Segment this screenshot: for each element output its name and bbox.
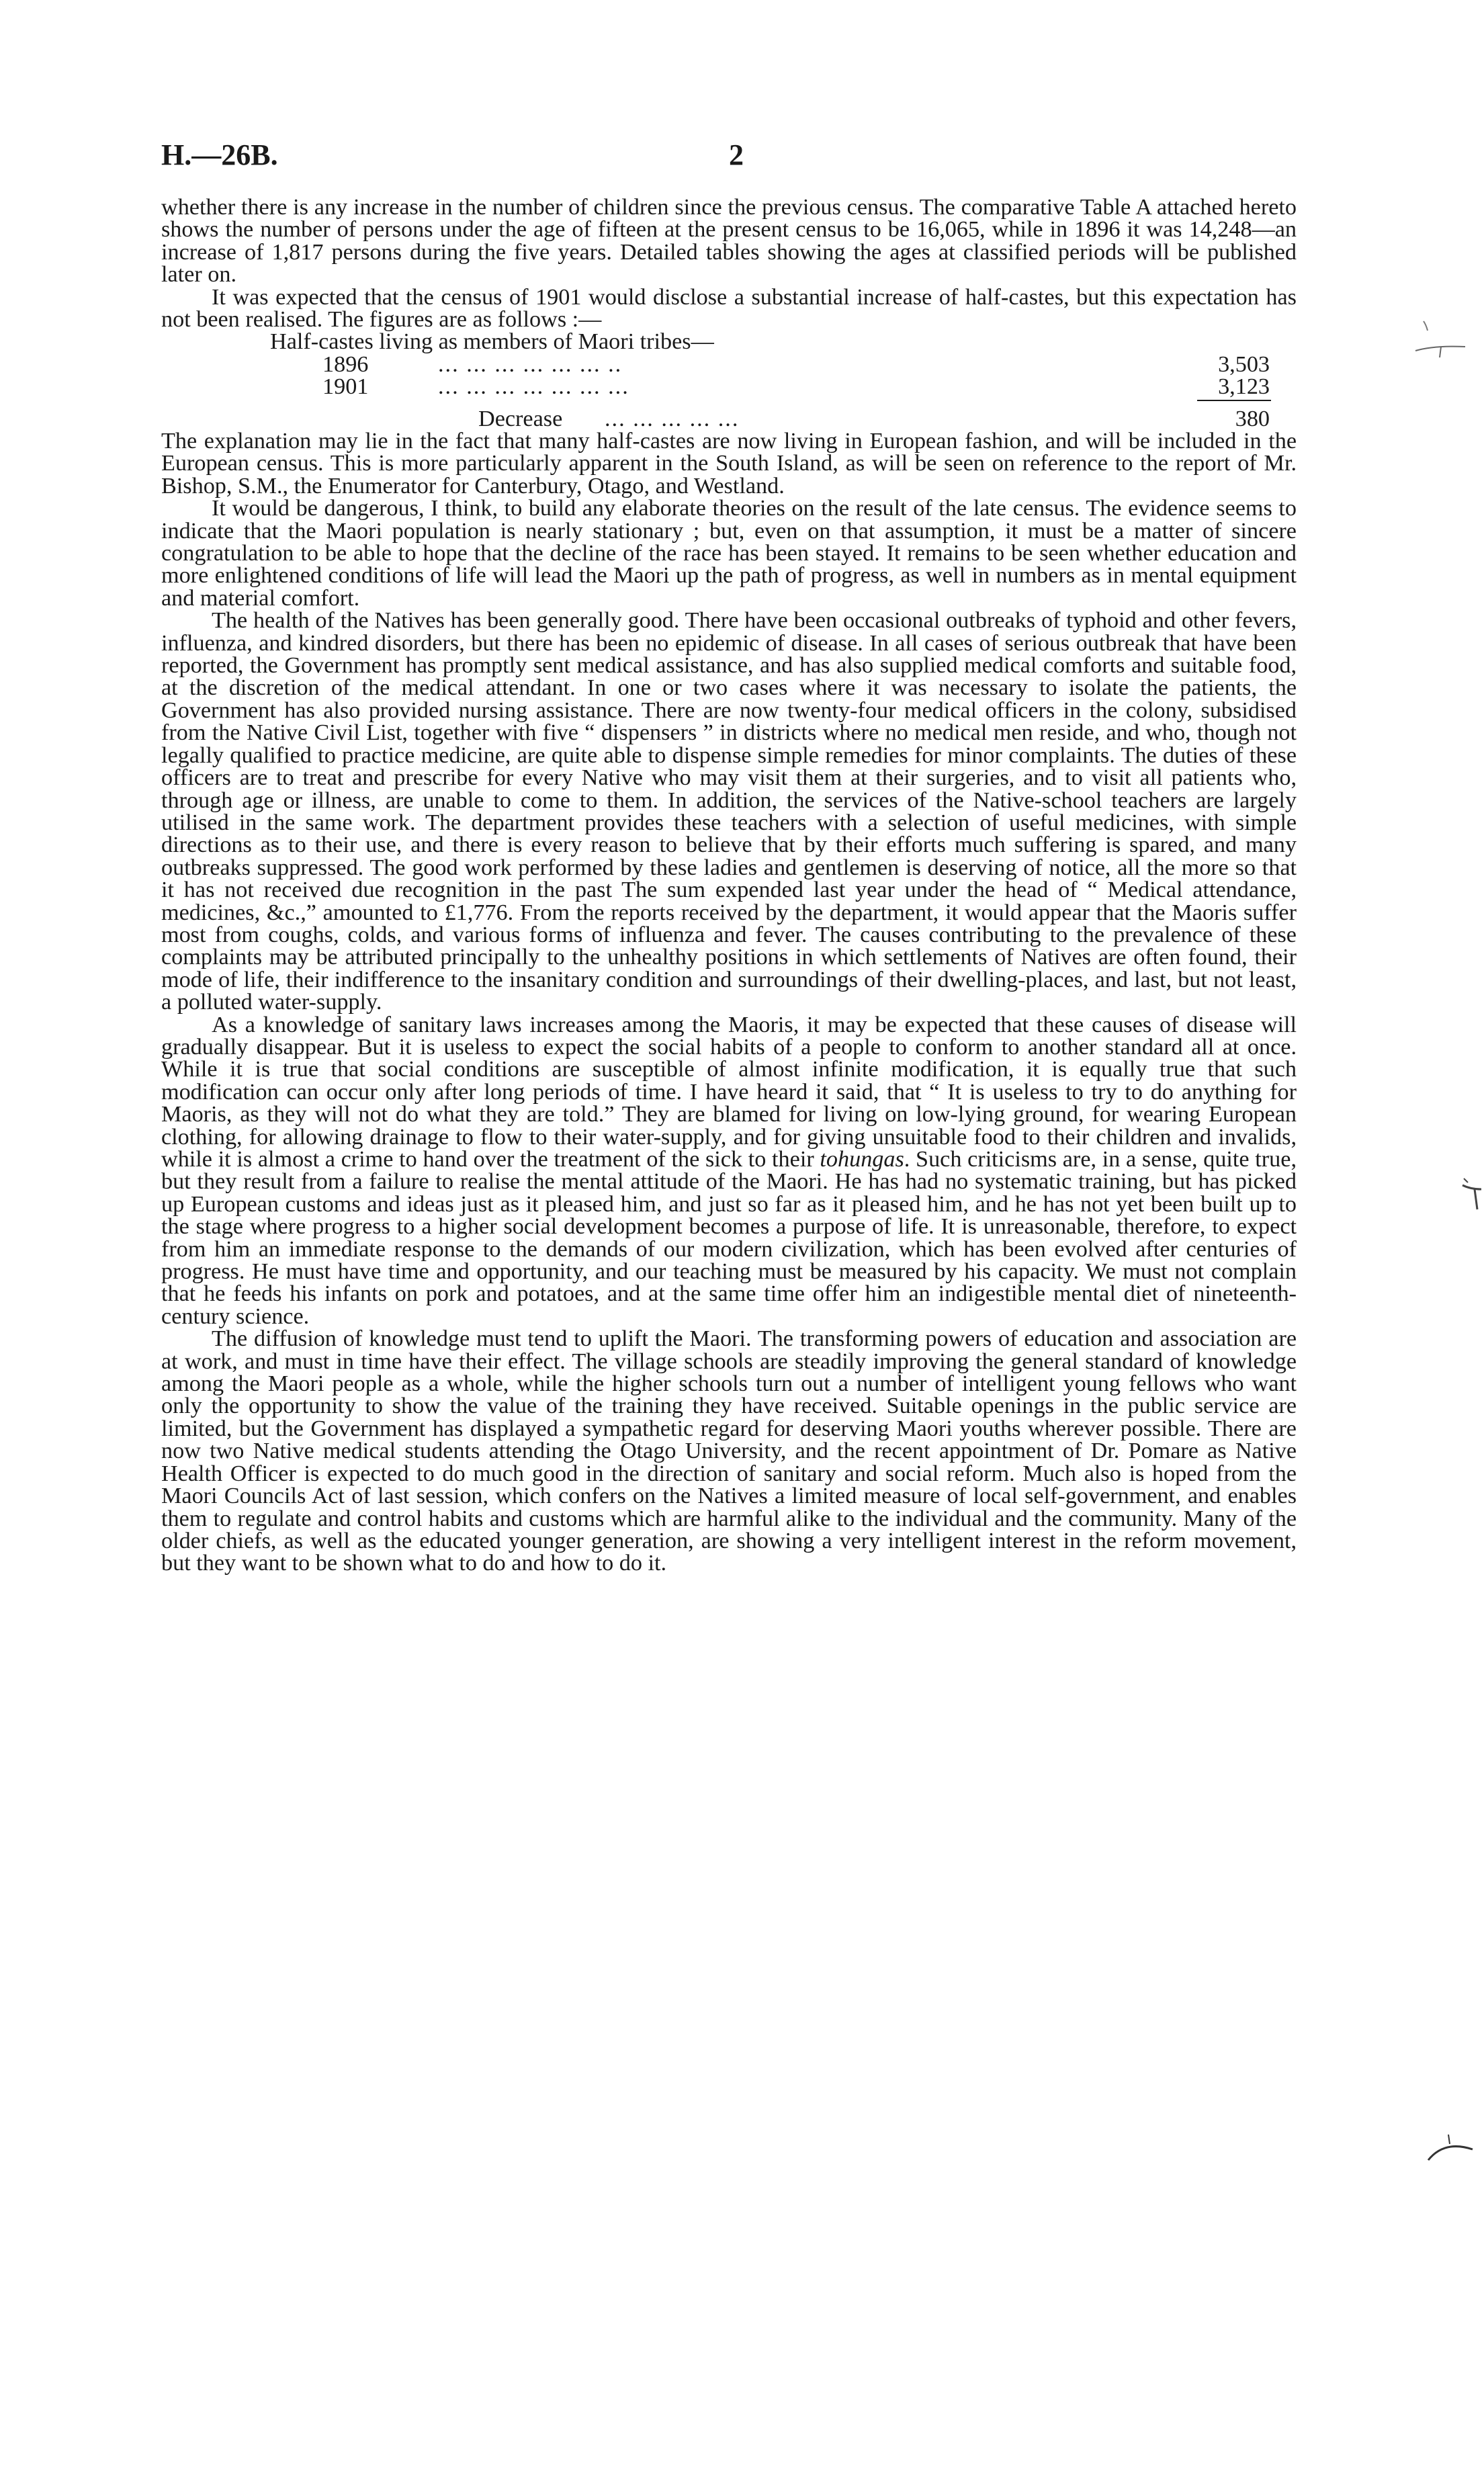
- margin-pencil-mark: [1424, 2120, 1478, 2174]
- table-row-value: 3,123: [1218, 374, 1270, 400]
- document-id: H.—26B.: [161, 138, 278, 171]
- table-row: [161, 353, 1297, 376]
- page-header: [161, 138, 1297, 178]
- paragraph-3: The explanation may lie in the fact that many half-castes are now living in European fashion, and will be included in the European census. This is more particularly apparent in the South Island, as will be seen on reference to the report of Mr. Bishop, S.M., the Enumerator for Canterbury, Otago, and Westland.: [161, 429, 1297, 499]
- paragraph-4: It would be dangerous, I think, to build any elaborate theories on the result of the late census. The evidence seems to indicate that the Maori population is nearly stationary ; but, even on that assumption, it must be a matter of sincere congratulation to be able to hope that the decline of the race has been stayed. It remains to be seen whether education and more enlightened conditions of life will lead the Maori up the path of progress, as well in numbers as in mental equipment and material comfort.: [161, 496, 1297, 611]
- table-total-value: 380: [1235, 406, 1270, 431]
- table-total-row: [161, 408, 1297, 430]
- page-number: 2: [729, 138, 744, 171]
- margin-pencil-mark: [1461, 1176, 1484, 1216]
- table-heading-row: [161, 331, 1297, 353]
- table-sum-rule-row: [161, 398, 1297, 404]
- paragraph-6-italic: tohungas: [820, 1147, 904, 1172]
- paragraph-7: The diffusion of knowledge must tend to uplift the Maori. The transforming powers of education and association are at work, and must in time have their effect. The village schools are steadily improving the general standard of knowledge among the Maori people as a whole, while the higher schools turn out a number of intelligent young fellows who want only the opportunity to show the value of the training they have received. Suitable openings in the public service are limited, but the Government has displayed a sympathetic regard for deserving Maori youths wherever possible. There are now two Native medical students attending the Otago University, and the recent appointment of Dr. Pomare as Native Health Officer is expected to do much good in the direction of sanitary and social reform. Much also is hoped from the Maori Councils Act of last session, which confers on the Natives a limited measure of local self-government, and enables them to regulate and control habits and customs which are harmful alike to the individual and the community. Many of the older chiefs, as well as the educated younger generation, are showing a very intelligent interest in the reform movement, but they want to be shown what to do and how to do it.: [161, 1326, 1297, 1576]
- table-heading: Half-castes living as members of Maori tribes—: [270, 329, 714, 355]
- table-total-label: Decrease: [478, 406, 563, 431]
- table-sum-rule: [1197, 400, 1271, 401]
- table-row-leaders: ... ... ... ... ... ... ..: [438, 351, 623, 377]
- body-text: [161, 196, 1297, 1575]
- paragraph-6-part-2: . Such criticisms are, in a sense, quite true, but they result from a failure to realise the mental attitude of the Maori. He has had no systematic training, but has picked up European customs and ideas just as it pleased him, and just so far as it pleased him, and he has not yet been built up to the stage where progress to a higher social development becomes a purpose of life. It is unreasonable, therefore, to expect from him an immediate response to the demands of our modern civilization, which has been evolved after centuries of progress. He must have time and opportunity, and our teaching must be measured by his capacity. We must not complain that he feeds his infants on pork and potatoes, and at the same time offer him an indigestible mental diet of nineteenth-century science.: [161, 1147, 1297, 1329]
- table-row-value: 3,503: [1218, 351, 1270, 377]
- table-total-leaders: ... ... ... ... ...: [605, 406, 740, 431]
- paragraph-6: [161, 1014, 1297, 1328]
- paragraph-2: It was expected that the census of 1901 would disclose a substantial increase of half-castes, but this expectation has not been realised. The figures are as follows :—: [161, 284, 1297, 333]
- paragraph-6-part-1: As a knowledge of sanitary laws increases among the Maoris, it may be expected that these causes of disease will gradually disappear. But it is useless to expect the social habits of a people to conform to another standard all at once. While it is true that social conditions are susceptible of almost infinite modification, it is equally true that such modification can occur only after long periods of time. I have heard it said, that “ It is useless to try to do anything for Maoris, as they will not do what they are told.” They are blamed for living on low-lying ground, for wearing European clothing, for allowing drainage to flow to their water-supply, and for giving unsuitable food to their children and invalids, while it is almost a crime to hand over the treatment of the sick to their: [161, 1012, 1297, 1172]
- paragraph-5: The health of the Natives has been generally good. There have been occasional outbreaks of typhoid and other fevers, influenza, and kindred disorders, but there has been no epidemic of disease. In all cases of serious outbreak that have been reported, the Government has promptly sent medical assistance, and has also supplied medical comforts and suitable food, at the discretion of the medical attendant. In one or two cases where it was necessary to isolate the patients, the Government has also provided nursing assistance. There are now twenty-four medical officers in the colony, subsidised from the Native Civil List, together with five “ dispensers ” in districts where no medical men reside, and who, though not legally qualified to practice medicine, are quite able to dispense simple remedies for minor complaints. The duties of these officers are to treat and prescribe for every Native who may visit them at their surgeries, and to visit all patients who, through age or illness, are unable to come to them. In addition, the services of the Native-school teachers are largely utilised in the same work. The department provides these teachers with a selection of useful medicines, with simple directions as to their use, and there is every reason to believe that by their efforts much suffering is spared, and many outbreaks suppressed. The good work performed by these ladies and gentlemen is deserving of notice, all the more so that it has not received due recognition in the past The sum expended last year under the head of “ Medical attendance, medicines, &c.,” amounted to £1,776. From the reports received by the department, it would appear that the Maoris suffer most from coughs, colds, and various forms of influenza and fever. The causes contributing to the prevalence of these complaints may be attributed principally to the unhealthy positions in which settlements of Natives are often found, their mode of life, their indifference to the insanitary condition and surroundings of their dwelling-places, and last, but not least, a polluted water-supply.: [161, 608, 1297, 1015]
- paragraph-1: whether there is any increase in the number of children since the previous census. The comparative Table A attached hereto shows the number of persons under the age of fifteen at the present census to be 16,065, while in 1896 it was 14,248—an increase of 1,817 persons during the five years. Detailed tables showing the ages at classified periods will be published later on.: [161, 195, 1297, 288]
- halfcaste-table: [161, 331, 1297, 430]
- table-row-year: 1901: [322, 374, 369, 400]
- table-row: [161, 376, 1297, 398]
- margin-pencil-mark: [1414, 316, 1468, 363]
- table-row-leaders: ... ... ... ... ... ... ...: [438, 374, 629, 400]
- table-row-year: 1896: [322, 351, 369, 377]
